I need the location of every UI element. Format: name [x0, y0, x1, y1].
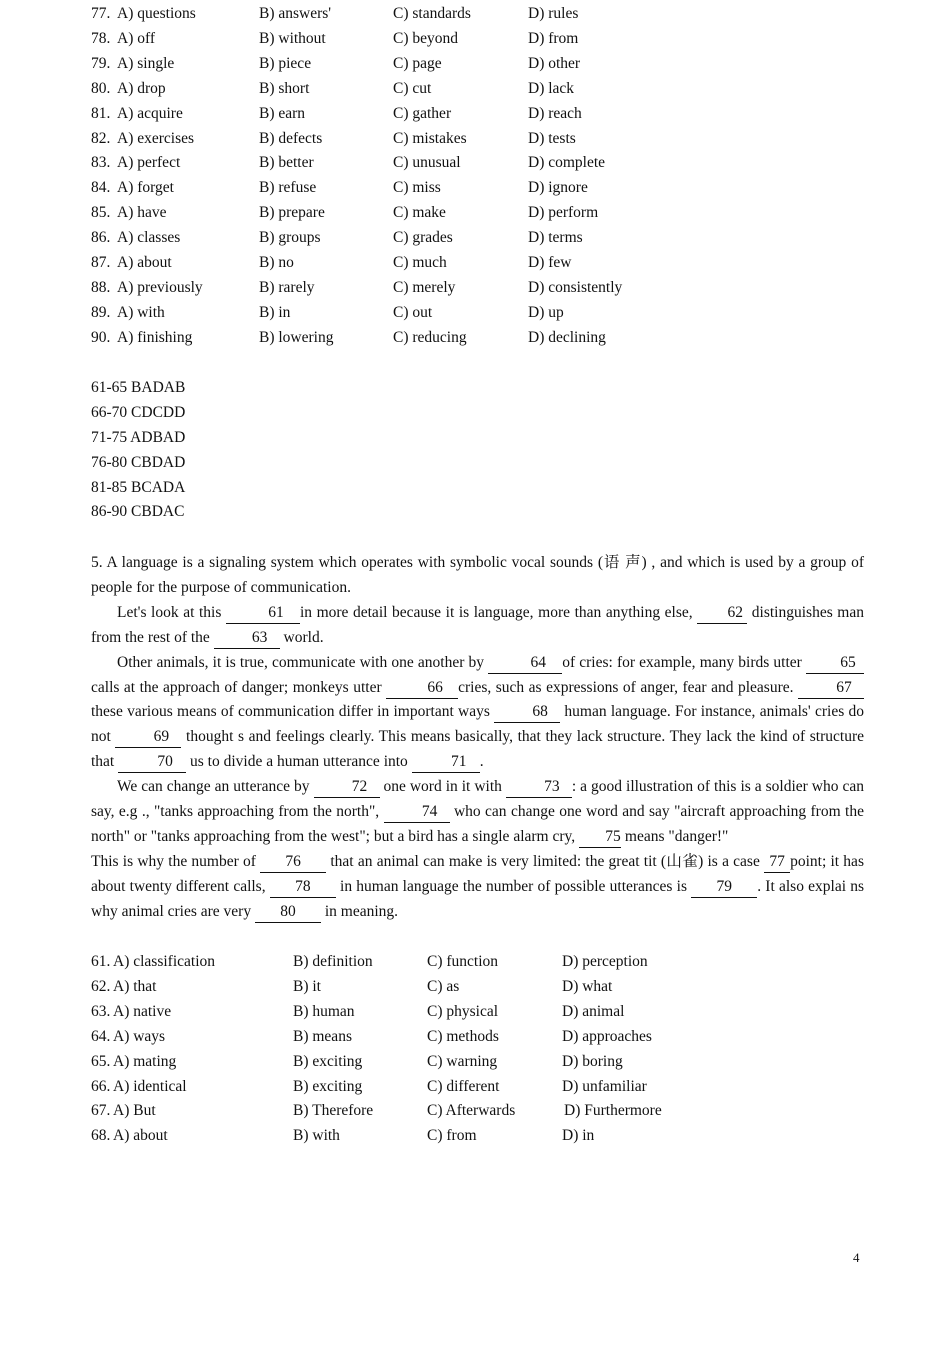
option-d: D) consistently	[528, 278, 623, 296]
option-a: A) forget	[117, 179, 174, 197]
option-b: B) rarely	[259, 278, 315, 296]
option-a: A) single	[117, 54, 175, 72]
passage-paragraph-5	[91, 850, 864, 925]
passage-text: us to divide a human utterance into	[186, 753, 412, 771]
question-number: 83.	[91, 154, 111, 172]
option-a: A) acquire	[117, 104, 183, 122]
option-a: A) previously	[117, 278, 203, 296]
passage-text: This is why the number of	[91, 852, 261, 870]
option-c: C) unusual	[393, 154, 461, 172]
option-d: D) rules	[528, 5, 579, 22]
option-a: A) ways	[113, 1027, 166, 1045]
option-c: C) warning	[427, 1052, 498, 1070]
option-a: A) native	[113, 1002, 172, 1020]
option-c: C) reducing	[393, 328, 467, 346]
option-a: A) mating	[113, 1052, 177, 1070]
option-b: B) it	[293, 977, 321, 995]
answer-line: 61-65 BADAB	[91, 379, 186, 396]
option-a: A) classes	[117, 229, 181, 247]
option-a: A) questions	[117, 5, 196, 22]
option-d: D) unfamiliar	[562, 1077, 647, 1095]
option-b: B) with	[293, 1127, 340, 1145]
option-b: B) means	[293, 1027, 352, 1045]
question-number: 61.	[91, 953, 111, 970]
option-d: D) what	[562, 977, 613, 995]
option-a: A) off	[117, 29, 156, 47]
passage-text: in meaning.	[320, 902, 399, 920]
option-b: B) defects	[259, 129, 323, 147]
option-b: B) definition	[293, 953, 373, 970]
option-c: C) gather	[393, 104, 452, 122]
question-number: 88.	[91, 278, 111, 296]
question-number: 78.	[91, 29, 111, 47]
option-d: D) lack	[528, 79, 575, 97]
option-a: A) But	[113, 1102, 156, 1120]
option-d: D) few	[528, 254, 572, 271]
option-d: D) from	[528, 29, 579, 47]
blank-80: 80	[255, 902, 321, 923]
passage-text: calls at the approach of danger; monkeys utter	[91, 678, 387, 696]
question-number: 85.	[91, 204, 111, 222]
question-number: 86.	[91, 229, 111, 247]
option-a: A) that	[113, 977, 157, 995]
option-c: C) out	[393, 303, 433, 321]
option-d: D) tests	[528, 129, 576, 147]
blank-79: 79	[691, 877, 757, 898]
option-d: D) perform	[528, 204, 599, 222]
option-b: B) groups	[259, 229, 321, 247]
option-c: C) methods	[427, 1027, 499, 1045]
question-number: 89.	[91, 303, 111, 321]
passage-text: .	[479, 753, 484, 771]
option-a: A) about	[113, 1127, 168, 1145]
option-b: B) short	[259, 79, 310, 97]
answer-line: 81-85 BCADA	[91, 478, 186, 496]
option-c: C) page	[393, 54, 442, 72]
option-a: A) with	[117, 303, 165, 321]
blank-71: 71	[412, 752, 480, 773]
question-number: 62.	[91, 977, 111, 995]
question-number: 68.	[91, 1127, 111, 1145]
option-c: C) beyond	[393, 29, 459, 47]
blank-76: 76	[260, 852, 326, 873]
question-number: 81.	[91, 104, 111, 122]
question-number: 90.	[91, 328, 111, 346]
question-number: 82.	[91, 129, 111, 147]
question-number: 84.	[91, 179, 111, 197]
answer-line: 86-90 CBDAC	[91, 503, 185, 521]
passage-paragraph-4	[91, 775, 864, 850]
question-number: 64.	[91, 1027, 111, 1045]
blank-73: 73	[506, 777, 572, 798]
option-b: B) earn	[259, 104, 306, 122]
passage-text: Other animals, it is true, communicate with one another by	[117, 653, 489, 671]
answer-line: 66-70 CDCDD	[91, 403, 186, 421]
option-d: D) approaches	[562, 1027, 652, 1045]
cloze-passage	[91, 551, 864, 925]
option-c: C) different	[427, 1077, 500, 1095]
question-number: 77.	[91, 5, 111, 22]
question-number: 67.	[91, 1102, 111, 1120]
passage-text: who can change one word and say "aircraft approaching from the north" or "tanks approaching from the west"; but a bird has a single alarm cry,	[91, 803, 864, 845]
blank-72: 72	[314, 777, 380, 798]
question-number: 87.	[91, 254, 111, 271]
option-d: D) perception	[562, 953, 648, 970]
option-a: A) finishing	[117, 328, 193, 346]
option-a: A) drop	[117, 79, 166, 97]
blank-69: 69	[115, 727, 181, 748]
option-c: C) merely	[393, 278, 456, 296]
option-b: B) no	[259, 254, 294, 271]
option-c: C) standards	[393, 5, 471, 22]
blank-63: 63	[214, 628, 280, 649]
option-b: B) in	[259, 303, 291, 321]
blank-70: 70	[118, 752, 186, 773]
passage-paragraph-2	[91, 601, 864, 651]
passage-text: that an animal can make is very limited: the great tit (山雀) is a case	[326, 852, 765, 870]
question-number: 66.	[91, 1077, 111, 1095]
passage-text: human language. For instance, animals' cries do not	[91, 703, 864, 746]
option-d: D) up	[528, 303, 564, 321]
option-c: C) from	[427, 1127, 477, 1145]
option-b: B) without	[259, 29, 326, 47]
blank-77: 77	[764, 852, 790, 873]
option-d: D) ignore	[528, 179, 588, 197]
blank-78: 78	[270, 877, 336, 898]
option-c: C) much	[393, 254, 447, 271]
option-a: A) perfect	[117, 154, 181, 172]
option-a: A) classification	[113, 953, 216, 970]
option-c: C) grades	[393, 229, 453, 247]
option-b: B) better	[259, 154, 314, 172]
option-b: B) exciting	[293, 1077, 363, 1095]
passage-text: cries, such as expressions of anger, fear and pleasure.	[458, 678, 799, 696]
answer-key	[91, 376, 185, 525]
option-b: B) lowering	[259, 328, 334, 346]
option-c: C) as	[427, 977, 460, 995]
option-c: C) cut	[393, 79, 432, 97]
blank-67: 67	[798, 678, 864, 699]
option-b: B) refuse	[259, 179, 317, 197]
passage-text: thought s and feelings clearly. This means basically, that they lack structure. They lack the kind of structure that	[91, 728, 864, 771]
passage-text: means "danger!"	[621, 827, 729, 845]
passage-paragraph-3	[91, 651, 864, 776]
option-b: B) answers'	[259, 5, 332, 22]
option-d: D) animal	[562, 1002, 625, 1020]
question-number: 65.	[91, 1052, 111, 1070]
option-b: B) human	[293, 1002, 355, 1020]
option-d: D) reach	[528, 104, 582, 122]
blank-75: 75	[579, 827, 621, 848]
option-d: D) boring	[562, 1052, 623, 1070]
passage-intro: 5. A language is a signaling system which operates with symbolic vocal sounds (语 声) , and which is used by a group of people for the purpose of communication.	[91, 554, 864, 596]
passage-text: point; it has about twenty different calls,	[91, 852, 864, 895]
option-b: B) prepare	[259, 204, 325, 222]
blank-64: 64	[488, 653, 562, 674]
option-c: C) make	[393, 204, 446, 222]
option-b: B) piece	[259, 54, 312, 72]
question-number: 80.	[91, 79, 111, 97]
passage-text: of cries: for example, many birds utter	[562, 653, 806, 671]
passage-text: . It also explai ns why animal cries are very	[91, 877, 865, 920]
option-a: A) identical	[113, 1077, 187, 1095]
passage-text: in human language the number of possible utterances is	[335, 877, 692, 895]
option-d: D) Furthermore	[564, 1102, 662, 1120]
blank-61: 61	[226, 603, 300, 624]
option-d: D) terms	[528, 229, 583, 247]
blank-74: 74	[384, 802, 450, 823]
page-number: 4	[853, 1250, 860, 1265]
passage-text: We can change an utterance by	[117, 778, 314, 796]
passage-text: Let's look at this	[117, 603, 226, 621]
option-b: B) exciting	[293, 1052, 363, 1070]
option-d: D) other	[528, 54, 581, 72]
passage-text: one word in it with	[379, 778, 506, 796]
blank-68: 68	[494, 702, 560, 723]
question-number: 63.	[91, 1002, 111, 1020]
answer-line: 71-75 ADBAD	[91, 428, 186, 446]
blank-66: 66	[386, 678, 458, 699]
passage-text: these various means of communication differ in important ways	[91, 703, 495, 721]
option-a: A) about	[117, 254, 172, 271]
passage-text: in more detail because it is language, more than anything else,	[299, 603, 698, 621]
blank-62: 62	[697, 603, 747, 624]
passage-text: world.	[279, 628, 324, 646]
option-d: D) in	[562, 1127, 595, 1145]
option-c: C) miss	[393, 179, 441, 197]
option-c: C) Afterwards	[427, 1102, 516, 1120]
option-b: B) Therefore	[293, 1102, 374, 1120]
option-c: C) mistakes	[393, 129, 467, 147]
answer-line: 76-80 CBDAD	[91, 453, 186, 471]
passage-text: distinguishes man from the rest of the	[91, 603, 864, 646]
option-c: C) physical	[427, 1002, 499, 1020]
option-a: A) exercises	[117, 129, 195, 147]
passage-text: : a good illustration of this is a soldier who can say, e.g ., "tanks approaching from the north",	[91, 778, 864, 821]
blank-65: 65	[806, 653, 864, 674]
option-c: C) function	[427, 953, 499, 970]
option-d: D) complete	[528, 154, 606, 172]
question-number: 79.	[91, 54, 111, 72]
option-a: A) have	[117, 204, 167, 222]
option-d: D) declining	[528, 328, 606, 346]
